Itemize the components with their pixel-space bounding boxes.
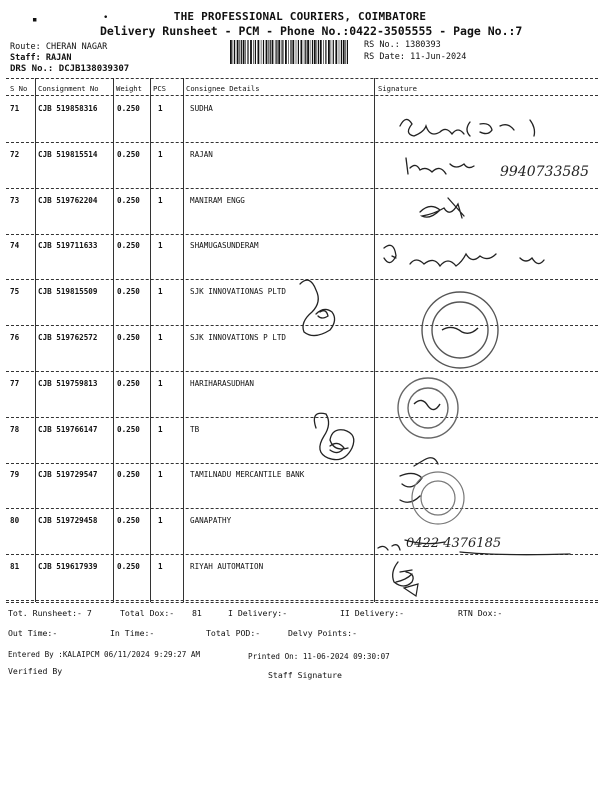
col-header-sno: S No [10, 84, 28, 93]
cell-consignee: SHAMUGASUNDERAM [190, 241, 259, 251]
barcode-bar [312, 40, 313, 64]
row-divider [6, 371, 598, 372]
barcode-bar [266, 40, 268, 64]
barcode-bar [278, 40, 280, 64]
route-line [10, 42, 107, 52]
drs-value: DCJB138039307 [58, 64, 130, 74]
cell-consignee: SJK INNOVATIONAS PLTD [190, 287, 287, 297]
barcode-bar [292, 40, 294, 64]
cell-sno: 81 [10, 562, 20, 571]
barcode-bar [296, 40, 297, 64]
cell-weight: 0.250 [117, 516, 140, 526]
cell-consignment: CJB 519766147 [38, 424, 98, 434]
cell-consignee: MANIRAM ENGG [190, 195, 245, 205]
barcode-bar [335, 40, 337, 64]
tot-runsheet: Tot. Runsheet:- 7 [8, 608, 92, 618]
handwritten-phone-80: 0422 4376185 [406, 536, 502, 551]
rs-no-line [364, 40, 441, 50]
barcode-bar [328, 40, 330, 64]
column-rule [113, 78, 114, 602]
cell-pcs: 1 [158, 562, 163, 571]
route-value: CHERAN NAGAR [45, 42, 108, 52]
delvy-points: Delvy Points:- [288, 628, 358, 638]
barcode-bar [233, 40, 234, 64]
barcode-bar [317, 40, 318, 64]
signature-75 [300, 280, 335, 335]
barcode-bar [333, 40, 334, 64]
cell-consignee: HARIHARASUDHAN [190, 378, 255, 388]
barcode-bar [243, 40, 245, 64]
col-header-weight: Weight [116, 84, 142, 93]
barcode-bar [320, 40, 322, 64]
rtn-dox: RTN Dox:- [458, 608, 503, 618]
cell-consignee: TAMILNADU MERCANTILE BANK [190, 470, 305, 480]
signature-73 [420, 198, 464, 218]
signature-75b [318, 311, 328, 318]
handwritten-phone-72: 9940733585 [500, 164, 590, 180]
cell-pcs: 1 [158, 104, 163, 113]
staff-value: RAJAN [45, 53, 72, 63]
col-header-consignee: Consignee Details [186, 84, 260, 93]
barcode-bar [305, 40, 306, 64]
route-label: Route: [10, 42, 41, 52]
rs-no-value: 1380393 [404, 40, 441, 50]
signature-81 [393, 562, 413, 586]
barcode-bar [250, 40, 252, 64]
cell-sno: 71 [10, 104, 20, 113]
barcode-bar [343, 40, 345, 64]
cell-sno: 73 [10, 195, 20, 205]
cell-pcs: 1 [158, 333, 163, 342]
barcode-bar [318, 40, 319, 64]
cell-consignee: GANAPATHY [190, 516, 232, 526]
row-divider [6, 279, 598, 280]
signature-78b [330, 443, 344, 452]
cell-consignment: CJB 519815514 [38, 149, 98, 159]
barcode-bar [263, 40, 264, 64]
cell-pcs: 1 [158, 195, 163, 205]
cell-pcs: 1 [158, 241, 163, 251]
barcode-bar [310, 40, 311, 64]
i-delivery: I Delivery:- [228, 608, 288, 618]
cell-consignment: CJB 519711633 [38, 241, 98, 251]
company-stamp-77 [398, 378, 458, 438]
in-time: In Time:- [110, 628, 155, 638]
barcode-bar [270, 40, 271, 64]
rs-date-value: 11-Jun-2024 [410, 52, 467, 62]
cell-weight: 0.250 [117, 562, 140, 571]
cell-consignment: CJB 519762572 [38, 333, 98, 342]
barcode-bar [247, 40, 248, 64]
signature-79 [400, 458, 438, 503]
staff-line [10, 53, 71, 63]
entered-by: Entered By :KALAIPCM 06/11/2024 9:29:27 AM [8, 650, 201, 659]
company-stamp-76 [422, 292, 498, 368]
drs-line [10, 64, 129, 74]
cell-consignee: SJK INNOVATIONS P LTD [190, 333, 287, 342]
barcode-bar [230, 40, 232, 64]
total-dox-label: Total Dox:- [120, 608, 175, 618]
barcode-bar [339, 40, 340, 64]
cell-weight: 0.250 [117, 333, 140, 342]
cell-weight: 0.250 [117, 149, 140, 159]
signature-81-mark [404, 584, 418, 596]
barcode-bar [323, 40, 324, 64]
company-title: THE PROFESSIONAL COURIERS, COIMBATORE [173, 10, 427, 23]
signature-74 [384, 245, 544, 266]
out-time: Out Time:- [8, 628, 58, 638]
cell-consignment: CJB 519858316 [38, 104, 98, 113]
ii-delivery: II Delivery:- [340, 608, 405, 618]
company-stamp-79 [412, 472, 464, 524]
barcode-bar [261, 40, 262, 64]
barcode-bar [341, 40, 342, 64]
row-divider [6, 188, 598, 189]
row-divider [6, 554, 598, 555]
cell-weight: 0.250 [117, 470, 140, 480]
cell-consignment: CJB 519815509 [38, 287, 98, 297]
rs-date-label: RS Date: [364, 52, 405, 62]
barcode-bar [282, 40, 283, 64]
signature-78 [314, 413, 353, 459]
cell-consignee: RIYAH AUTOMATION [190, 562, 264, 571]
drs-label: DRS No.: [10, 64, 54, 74]
cell-pcs: 1 [158, 516, 163, 526]
barcode-bar [331, 40, 332, 64]
barcode-bar [347, 40, 348, 64]
barcode-bar [268, 40, 269, 64]
runsheet-subtitle: Delivery Runsheet - PCM - Phone No.:0422-3505555 - Page No.:7 [100, 24, 523, 38]
cell-pcs: 1 [158, 378, 163, 388]
cell-weight: 0.250 [117, 241, 140, 251]
corner-dot: ▪ [32, 15, 38, 25]
barcode-bar [288, 40, 289, 64]
row-divider [6, 417, 598, 418]
row-divider [6, 600, 598, 601]
barcode-bar [304, 40, 305, 64]
cell-sno: 72 [10, 149, 20, 159]
column-rule [150, 78, 151, 602]
staff-label: Staff: [10, 53, 41, 63]
cell-sno: 80 [10, 516, 20, 526]
barcode-bar [275, 40, 276, 64]
total-dox-value: 81 [192, 608, 202, 618]
cell-consignee: TB [190, 424, 200, 434]
signature-71 [400, 119, 464, 136]
barcode-bar [253, 40, 254, 64]
verified-by: Verified By [8, 666, 63, 676]
total-pod: Total POD:- [206, 628, 261, 638]
col-header-signature: Signature [378, 84, 417, 93]
row-divider [6, 234, 598, 235]
signature-80 [378, 540, 570, 555]
barcode-bar [314, 40, 316, 64]
cell-sno: 78 [10, 424, 20, 434]
cell-consignee: SUDHA [190, 104, 213, 113]
barcode-bar [345, 40, 346, 64]
barcode-bar [301, 40, 303, 64]
cell-sno: 76 [10, 333, 20, 342]
row-divider [6, 508, 598, 509]
cell-weight: 0.250 [117, 287, 140, 297]
signature-72 [406, 158, 474, 174]
corner-dot: • [103, 13, 109, 23]
barcode-bar [307, 40, 309, 64]
barcode-bar [285, 40, 287, 64]
barcode-bar [272, 40, 274, 64]
cell-consignment: CJB 519617939 [38, 562, 98, 571]
cell-weight: 0.250 [117, 378, 140, 388]
barcode [230, 40, 350, 64]
barcode-bar [290, 40, 291, 64]
cell-sno: 77 [10, 378, 20, 388]
divider [6, 602, 598, 603]
divider [6, 95, 598, 96]
column-rule [374, 78, 375, 602]
divider [6, 78, 598, 79]
column-rule [35, 78, 36, 602]
cell-weight: 0.250 [117, 195, 140, 205]
barcode-bar [276, 40, 277, 64]
cell-weight: 0.250 [117, 104, 140, 113]
col-header-pcs: PCS [153, 84, 166, 93]
cell-consignment: CJB 519729547 [38, 470, 98, 480]
cell-pcs: 1 [158, 470, 163, 480]
barcode-bar [281, 40, 282, 64]
rs-date-line [364, 52, 466, 62]
barcode-bar [298, 40, 299, 64]
cell-sno: 79 [10, 470, 20, 480]
printed-on: Printed On: 11-06-2024 09:30:07 [248, 652, 390, 661]
cell-pcs: 1 [158, 424, 163, 434]
cell-consignee: RAJAN [190, 149, 213, 159]
cell-consignment: CJB 519729458 [38, 516, 98, 526]
barcode-bar [245, 40, 246, 64]
column-rule [183, 78, 184, 602]
barcode-bar [237, 40, 239, 64]
cell-pcs: 1 [158, 149, 163, 159]
cell-sno: 74 [10, 241, 20, 251]
cell-consignment: CJB 519759813 [38, 378, 98, 388]
row-divider [6, 325, 598, 326]
barcode-bar [241, 40, 242, 64]
cell-consignment: CJB 519762204 [38, 195, 98, 205]
signature-71b [467, 120, 535, 136]
row-divider [6, 142, 598, 143]
staff-signature: Staff Signature [268, 670, 342, 680]
barcode-bar [325, 40, 326, 64]
cell-sno: 75 [10, 287, 20, 297]
barcode-bar [255, 40, 256, 64]
col-header-consignment: Consignment No [38, 84, 99, 93]
barcode-bar [258, 40, 260, 64]
cell-pcs: 1 [158, 287, 163, 297]
barcode-bar [234, 40, 235, 64]
cell-weight: 0.250 [117, 424, 140, 434]
barcode-bar [239, 40, 240, 64]
row-divider [6, 463, 598, 464]
rs-no-label: RS No.: [364, 40, 400, 50]
